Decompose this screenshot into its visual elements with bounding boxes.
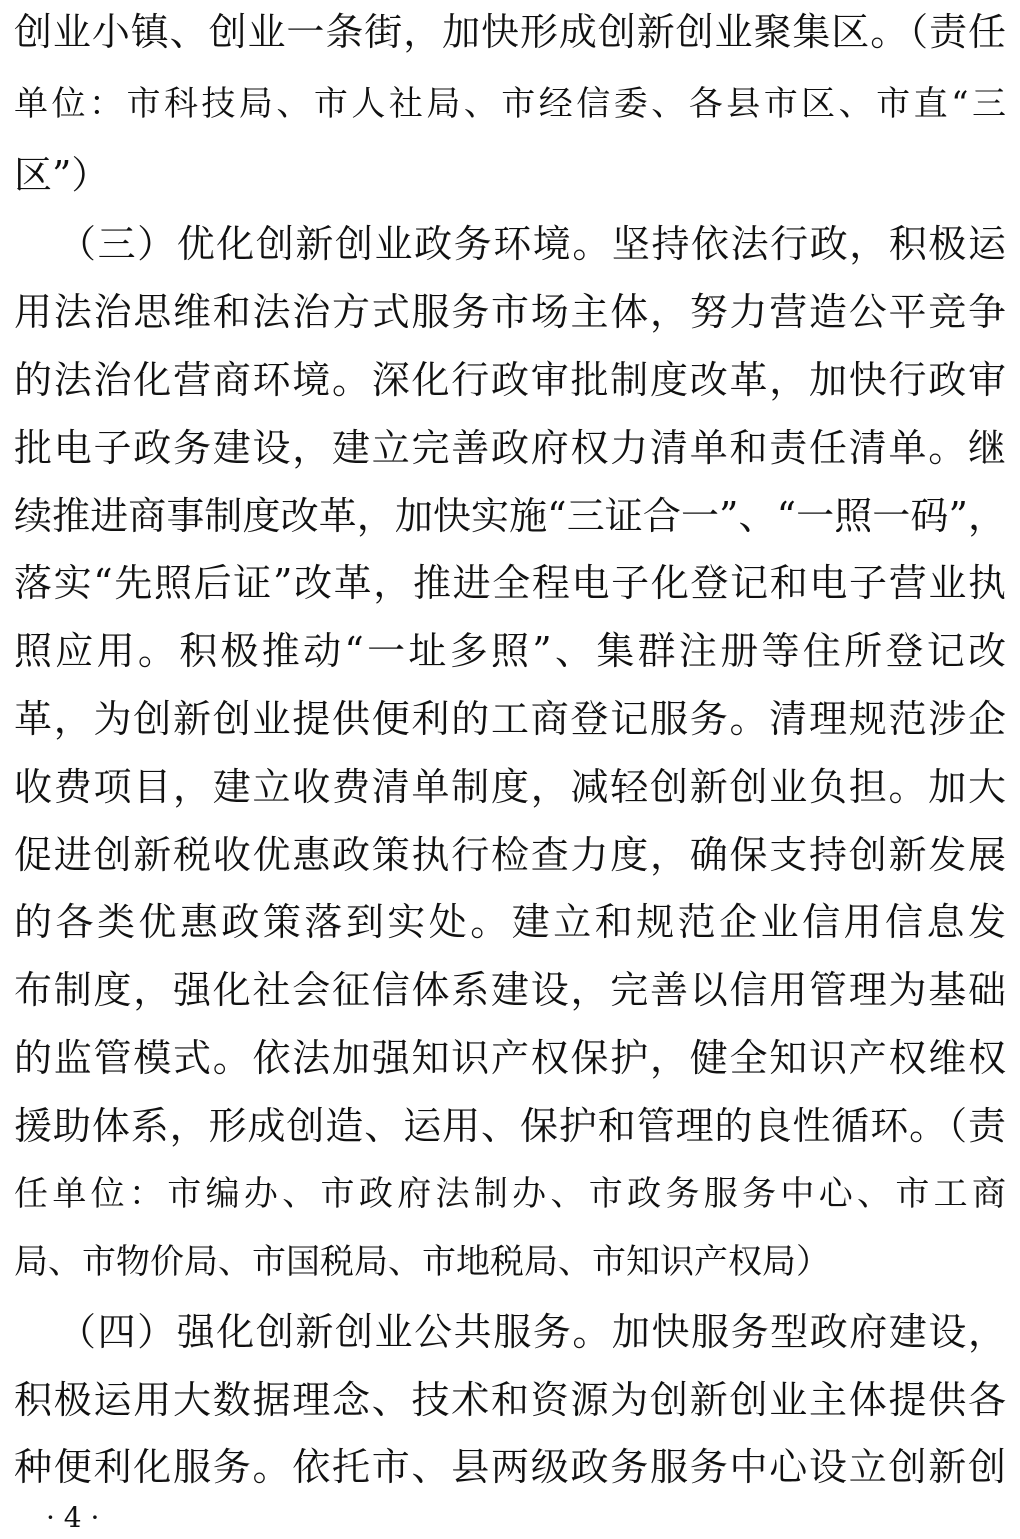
text-line-1: 创业小镇、创业一条街，加快形成创新创业聚集区。（责任: [14, 10, 1006, 54]
text-line-21: 积极运用大数据理念、技术和资源为创新创业主体提供各: [14, 1378, 1006, 1422]
text-line-8: 续推进商事制度改革，加快实施“三证合一”、“一照一码”，: [14, 494, 1006, 538]
section-three-heading-line: （三）优化创新创业政务环境。坚持依法行政，积极运: [58, 222, 1006, 266]
text-line-9: 落实“先照后证”改革，推进全程电子化登记和电子营业执: [14, 561, 1006, 605]
text-line-16: 的监管模式。依法加强知识产权保护，健全知识产权维权: [14, 1036, 1006, 1080]
text-line-6: 的法治化营商环境。深化行政审批制度改革，加快行政审: [14, 358, 1006, 402]
text-line-17: 援助体系，形成创造、运用、保护和管理的良性循环。（责: [14, 1104, 1006, 1148]
text-line-10: 照应用。积极推动“一址多照”、集群注册等住所登记改: [14, 629, 1006, 673]
text-line-13: 促进创新税收优惠政策执行检查力度，确保支持创新发展: [14, 833, 1006, 877]
text-line-3: 区”）: [14, 153, 110, 197]
text-line-5: 用法治思维和法治方式服务市场主体，努力营造公平竞争: [14, 290, 1006, 334]
text-line-11: 革，为创新创业提供便利的工商登记服务。清理规范涉企: [14, 697, 1006, 741]
text-line-12: 收费项目，建立收费清单制度，减轻创新创业负担。加大: [14, 765, 1006, 809]
text-line-18: 任单位：市编办、市政府法制办、市政务服务中心、市工商: [14, 1174, 1006, 1214]
page-number: · 4 ·: [46, 1501, 100, 1534]
section-four-heading-line: （四）强化创新创业公共服务。加快服务型政府建设，: [58, 1310, 1006, 1354]
text-line-7: 批电子政务建设，建立完善政府权力清单和责任清单。继: [14, 426, 1006, 470]
text-line-14: 的各类优惠政策落到实处。建立和规范企业信用信息发: [14, 900, 1006, 944]
text-line-15: 布制度，强化社会征信体系建设，完善以信用管理为基础: [14, 968, 1006, 1012]
text-line-22: 种便利化服务。依托市、县两级政务服务中心设立创新创: [14, 1445, 1006, 1489]
text-line-19: 局、市物价局、市国税局、市地税局、市知识产权局）: [14, 1242, 830, 1282]
text-line-2: 单位：市科技局、市人社局、市经信委、各县市区、市直“三: [14, 84, 1006, 124]
